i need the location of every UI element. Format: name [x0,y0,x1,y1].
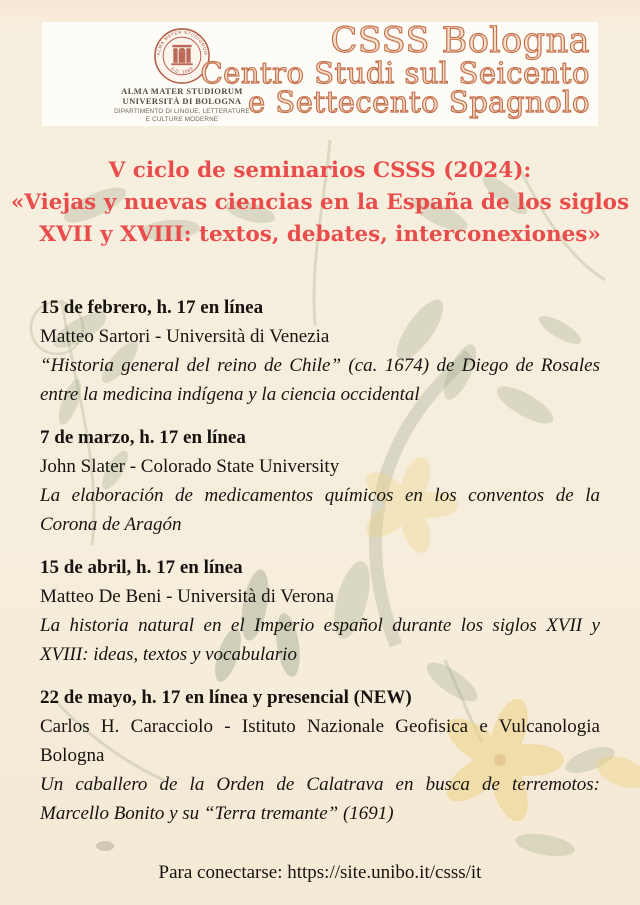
entry-speaker: Carlos H. Caracciolo - Istituto Nazionale Geofisica e Vulcanologia Bologna [40,716,600,766]
seal-year-text: A.D. 1088 [169,65,195,75]
seminar-cycle-title [0,155,640,251]
institution-name-line1: ALMA MATER STUDIORUM [121,86,243,96]
entry-talk-title: La elaboración de medicamentos químicos en los conventos de la Corona de Aragón [40,485,600,535]
seminar-entry [40,423,600,539]
title-line3: XVII y XVIII: textos, debates, interconexiones» [39,222,601,247]
csss-wordmark [200,23,590,117]
title-line2: «Viejas y nuevas ciencias en la España de los siglos [10,190,630,215]
seal-ring-text: ALMA MATER STUDIORUM [155,29,209,56]
title-line1: V ciclo de seminarios CSSS (2024): [108,158,532,183]
csss-wordmark-line2: Centro Studi sul Seicento [200,56,590,90]
entry-date: 15 de abril, h. 17 en línea [40,557,243,578]
entry-date: 22 de mayo, h. 17 en línea y presencial (NEW) [40,687,412,708]
header-card [42,22,598,126]
entry-date: 7 de marzo, h. 17 en línea [40,427,246,448]
csss-wordmark-line3: e Settecento Spagnolo [248,85,590,119]
seminar-entry [40,553,600,669]
entry-speaker: Matteo De Beni - Università di Verona [40,586,335,607]
seminar-entry [40,683,600,828]
entry-talk-title: “Historia general del reino de Chile” (ca. 1674) de Diego de Rosales entre la medicina indígena y la ciencia occidental [40,355,600,405]
department-name-line2: E CULTURE MODERNE [145,115,219,123]
seminar-list [40,293,600,842]
entry-date: 15 de febrero, h. 17 en línea [40,297,264,318]
entry-speaker: John Slater - Colorado State University [40,456,340,477]
footer-connect-url: Para conectarse: https://site.unibo.it/csss/it [158,862,482,883]
entry-talk-title: La historia natural en el Imperio español durante los siglos XVII y XVIII: ideas, textos y vocabulario [40,615,600,665]
entry-talk-title: Un caballero de la Orden de Calatrava en busca de terremotos: Marcello Bonito y su “Terra tremante” (1691) [40,774,600,824]
department-name-line1: DIPARTIMENTO DI LINGUE, LETTERATURE [114,108,250,115]
csss-wordmark-line1: CSSS Bologna [330,21,590,61]
entry-speaker: Matteo Sartori - Università di Venezia [40,326,330,347]
institution-name-line2: UNIVERSITÀ DI BOLOGNA [122,95,242,106]
seminar-entry [40,293,600,409]
